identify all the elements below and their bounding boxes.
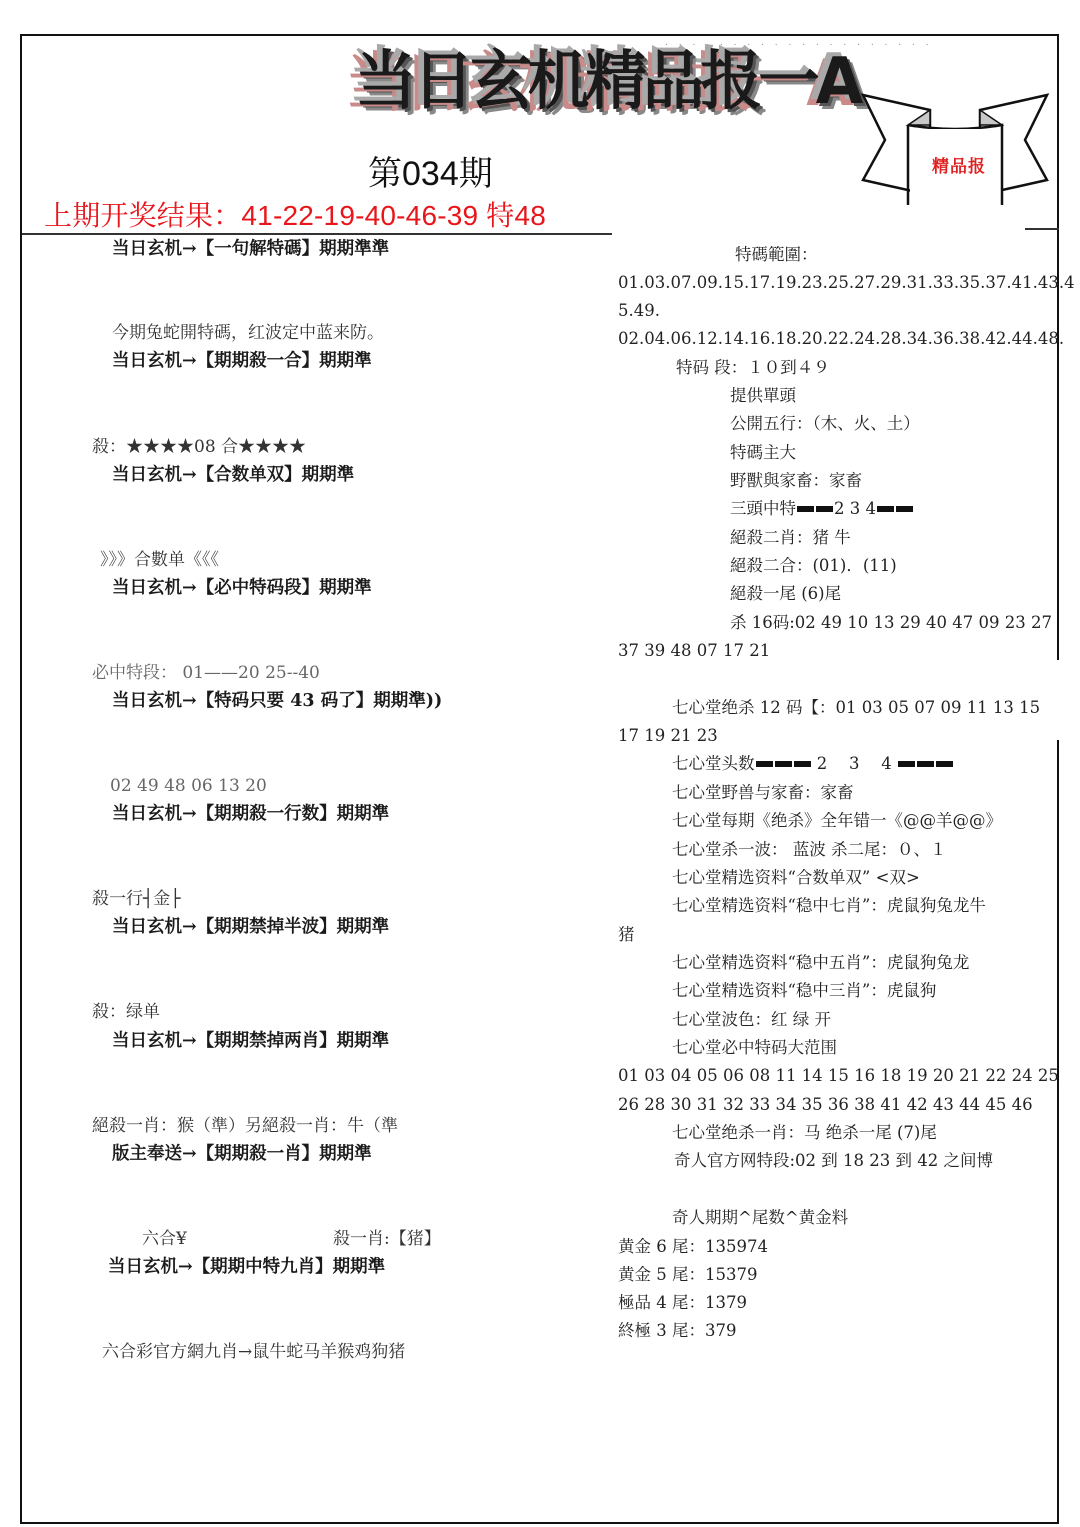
banner-title: 当日玄机精品报一A	[355, 45, 860, 119]
section-content: 》》》合數单《《《	[100, 550, 219, 570]
bar-decoration	[797, 506, 814, 512]
section-content: 六合彩官方網九肖→鼠牛蛇马羊猴鸡狗猪	[102, 1342, 406, 1362]
section-heading: 当日玄机→【必中特码段】期期準	[112, 578, 372, 598]
qxt-range-line: 01 03 04 05 06 08 11 14 15 16 18 19 20 21 22 24 25	[618, 1066, 1059, 1085]
three-heads-values: 2 3 4	[834, 499, 876, 518]
section-heading: 当日玄机→【期期殺一合】期期準	[112, 351, 372, 371]
gold-row	[618, 1320, 737, 1342]
range-title: 特碼範圍：	[735, 245, 818, 264]
qxt-yearly: 七心堂每期《绝杀》全年错一《@@羊@@》	[672, 811, 1002, 830]
bar-decoration	[756, 761, 773, 767]
qxt-five-zodiac: 七心堂精选资料“稳中五肖”：虎鼠狗兔龙	[672, 953, 970, 972]
section-heading: 当日玄机→【特码只要 43 码了】期期準))	[112, 691, 443, 711]
section-content-fragment: 殺一肖:【猪】	[333, 1229, 441, 1249]
section-heading: 当日玄机→【一句解特碼】期期準準	[112, 239, 390, 259]
qxt-heads	[672, 753, 954, 775]
last-result-numbers: 41-22-19-40-46-39	[241, 200, 479, 231]
gold-row	[618, 1264, 758, 1286]
section-content: 今期兔蛇開特碼，红波定中蓝来防。	[112, 323, 384, 343]
section-heading: 当日玄机→【期期禁掉半波】期期準	[112, 917, 390, 937]
qxt-heads-values: 2 3 4	[816, 754, 892, 773]
last-result-label: 上期开奖结果：	[44, 200, 242, 231]
single-head: 提供單頭	[730, 386, 796, 405]
gold-title: 奇人期期^尾数^黄金料	[672, 1208, 849, 1227]
section-heading: 当日玄机→【期期中特九肖】期期準	[108, 1257, 386, 1277]
qxt-odd-even: 七心堂精选资料“合数单双” <双>	[672, 868, 920, 887]
gold-row-value: 1379	[705, 1293, 747, 1312]
bar-decoration	[775, 761, 792, 767]
range-line: 5.49.	[618, 301, 660, 320]
section-heading: 当日玄机→【期期殺一行数】期期準	[112, 804, 390, 824]
wild-domestic: 野獸與家畜：家畜	[730, 471, 862, 490]
section-heading: 当日玄机→【期期禁掉两肖】期期準	[112, 1031, 390, 1051]
section-content: 絕殺一肖：猴（準）另絕殺一肖：牛（準	[92, 1116, 398, 1136]
qxt-three-zodiac: 七心堂精选资料“稳中三肖”：虎鼠狗	[672, 981, 937, 1000]
qxt-seven-zodiac: 猪	[618, 925, 635, 944]
kill-two-zodiac: 絕殺二肖：猪 牛	[730, 528, 851, 547]
section-content: 必中特段： 01——20 25--40	[92, 663, 320, 683]
qxt-kill-wave: 七心堂杀一波： 蓝波 杀二尾：０、１	[672, 840, 947, 859]
ribbon-label: 精品报	[932, 157, 986, 177]
three-heads-label: 三頭中特	[730, 499, 796, 518]
gold-row-label: 極品 4 尾：	[618, 1293, 705, 1312]
range-line: 01.03.07.09.15.17.19.23.25.27.29.31.33.35.37.41.43.4	[618, 273, 1075, 292]
gold-row-value: 135974	[705, 1237, 768, 1256]
kill-one-tail: 絕殺一尾 (6)尾	[730, 584, 842, 603]
bar-decoration	[816, 506, 833, 512]
bar-decoration	[877, 506, 894, 512]
section-heading: 版主奉送→【期期殺一肖】期期準	[112, 1144, 372, 1164]
qxt-seven-zodiac: 七心堂精选资料“稳中七肖”：虎鼠狗兔龙牛	[672, 896, 986, 915]
bar-decoration	[898, 761, 915, 767]
qxt-color: 七心堂波色：红 绿 开	[672, 1010, 831, 1029]
qxt-heads-label: 七心堂头数	[672, 754, 755, 773]
issue-number: 第034期	[368, 155, 493, 193]
gold-row-value: 379	[705, 1321, 737, 1340]
section-content: 殺：绿单	[92, 1002, 160, 1022]
section-content: 殺：★★★★08 合★★★★	[92, 437, 307, 457]
qxt-kill12-line: 七心堂绝杀 12 码【：01 03 05 07 09 11 13 15	[672, 698, 1041, 717]
segment: 特码 段：１０到４９	[676, 358, 830, 377]
bar-decoration	[936, 761, 953, 767]
kill16-line: 杀 16码:02 49 10 13 29 40 47 09 23 27	[730, 613, 1052, 632]
three-heads	[730, 498, 914, 520]
gold-row	[618, 1236, 768, 1258]
gold-row-label: 終極 3 尾：	[618, 1321, 705, 1340]
qxt-kill12-line: 17 19 21 23	[618, 726, 718, 745]
section-content: 殺一行┤金├	[92, 889, 181, 909]
bar-decoration	[794, 761, 811, 767]
bar-decoration	[917, 761, 934, 767]
qxt-range-line: 26 28 30 31 32 33 34 35 36 38 41 42 43 44 45 46	[618, 1095, 1033, 1114]
gold-row-value: 15379	[705, 1265, 758, 1284]
kill-two-combo: 絕殺二合：(01)．(11)	[730, 556, 897, 575]
last-result-special: 特48	[486, 200, 547, 231]
qxt-kill-zodiac: 七心堂绝杀一肖：马 绝杀一尾 (7)尾	[672, 1123, 937, 1142]
section-content: 02 49 48 06 13 20	[110, 776, 267, 796]
section-content-fragment: 六合¥	[142, 1229, 187, 1249]
qxt-range-title: 七心堂必中特码大范围	[672, 1038, 837, 1057]
qiren-segment: 奇人官方网特段:02 到 18 23 到 42 之间博	[674, 1151, 994, 1170]
section-heading: 当日玄机→【合数单双】期期準	[112, 465, 355, 485]
five-elements: 公開五行：（木、火、土）	[730, 414, 920, 433]
qxt-wild: 七心堂野兽与家畜：家畜	[672, 783, 854, 802]
range-line: 02.04.06.12.14.16.18.20.22.24.28.34.36.38.42.44.48.	[618, 329, 1065, 348]
faint-header-text: . . . . . . . . . . . . . . . . . . . .	[665, 38, 933, 48]
main-big: 特碼主大	[730, 443, 796, 462]
gold-row-label: 黄金 6 尾：	[618, 1237, 705, 1256]
kill16-line: 37 39 48 07 17 21	[618, 641, 771, 660]
gold-row	[618, 1292, 747, 1314]
bar-decoration	[896, 506, 913, 512]
gold-row-label: 黄金 5 尾：	[618, 1265, 705, 1284]
